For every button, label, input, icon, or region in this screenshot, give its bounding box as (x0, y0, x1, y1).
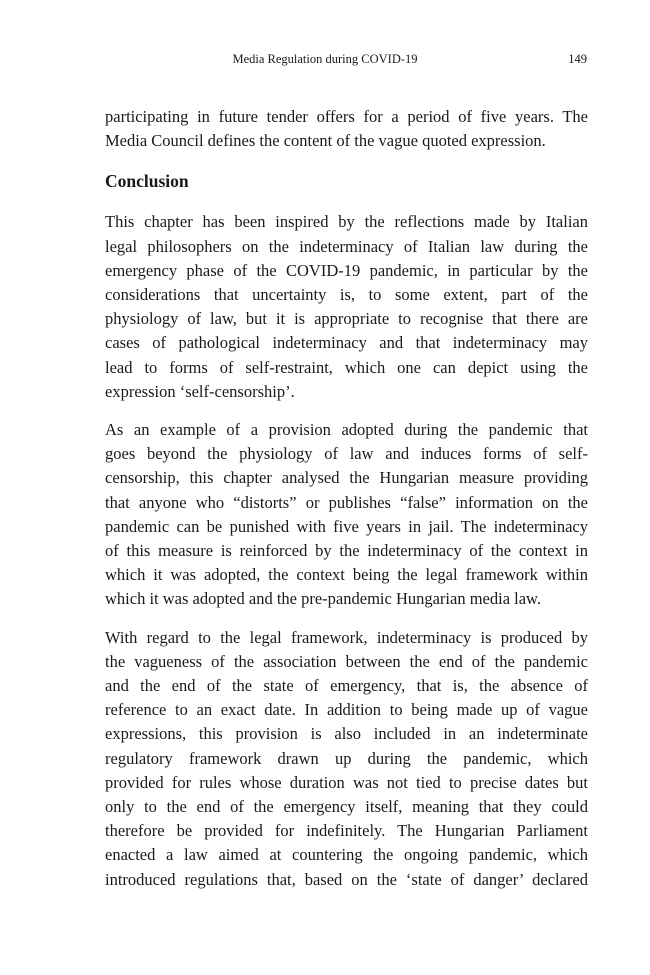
text-line: goes beyond the physiology of law and induces forms of self- (105, 444, 588, 464)
text-line: introduced regulations that, based on the ‘state of danger’ declared (105, 869, 588, 889)
text-line: lead to forms of self-restraint, which one can depict using the (105, 357, 588, 377)
text-line: physiology of law, but it is appropriate to recognise that there are (105, 309, 588, 329)
text-line: cases of pathological indeterminacy and that indeterminacy may (105, 333, 588, 353)
section-heading: Conclusion (105, 171, 189, 192)
text-line: considerations that uncertainty is, to some extent, part of the (105, 285, 588, 305)
running-head (0, 52, 650, 70)
paragraph (105, 626, 588, 892)
text-line: of this measure is reinforced by the indeterminacy of the context in (105, 541, 588, 561)
page-number: 149 (568, 52, 587, 66)
text-line: emergency phase of the COVID-19 pandemic, in particular by the (105, 260, 588, 280)
text-line: provided for rules whose duration was not tied to precise dates but (105, 772, 588, 792)
text-line: expressions, this provision is also included in an indeterminate (105, 724, 588, 744)
text-line: enacted a law aimed at countering the ongoing pandemic, which (105, 845, 588, 865)
text-line: regulatory framework drawn up during the pandemic, which (105, 748, 588, 768)
text-line: This chapter has been inspired by the reflections made by Italian (105, 212, 588, 232)
text-line: expression ‘self-censorship’. (105, 381, 295, 401)
text-line: therefore be provided for indefinitely. The Hungarian Parliament (105, 821, 588, 841)
running-title: Media Regulation during COVID-19 (232, 52, 418, 66)
text-line: pandemic can be punished with five years in jail. The indeterminacy (105, 516, 588, 536)
paragraph-continued (105, 105, 588, 153)
text-line: As an example of a provision adopted during the pandemic that (105, 420, 588, 440)
paragraph (105, 418, 588, 612)
text-line: the vagueness of the association between the end of the pandemic (105, 651, 588, 671)
text-line: legal philosophers on the indeterminacy of Italian law during the (105, 236, 588, 256)
text-line: Media Council defines the content of the vague quoted expression. (105, 131, 546, 151)
body-text (105, 105, 588, 892)
text-line: which it was adopted, the context being the legal framework within (105, 565, 588, 585)
text-line: only to the end of the emergency itself, meaning that they could (105, 797, 588, 817)
text-line: reference to an exact date. In addition to being made up of vague (105, 700, 588, 720)
text-line: which it was adopted and the pre-pandemic Hungarian media law. (105, 589, 542, 609)
text-line: censorship, this chapter analysed the Hungarian measure providing (105, 468, 588, 488)
text-line: and the end of the state of emergency, that is, the absence of (105, 676, 588, 696)
text-line: that anyone who “distorts” or publishes “false” information on the (105, 492, 588, 512)
text-line: participating in future tender offers for a period of five years. The (105, 107, 588, 126)
paragraph (105, 210, 588, 404)
text-line: With regard to the legal framework, indeterminacy is produced by (105, 627, 588, 647)
